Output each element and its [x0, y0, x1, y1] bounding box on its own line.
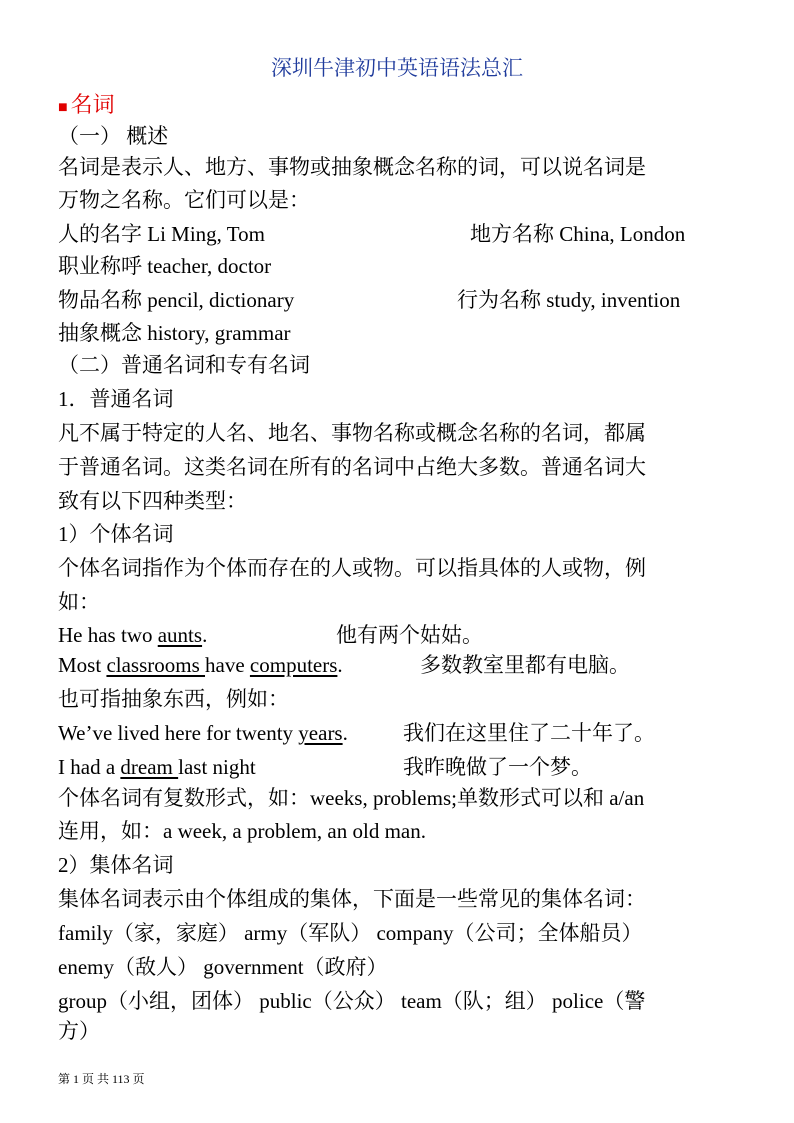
collective-list-line: 方）: [58, 1019, 100, 1043]
category-row-left: 人的名字 Li Ming, Tom: [58, 222, 265, 246]
paragraph-line: 连用，如：a week, a problem, an old man.: [58, 819, 426, 843]
document-title: 深圳牛津初中英语语法总汇: [271, 56, 523, 80]
page-number: 第 1 页 共 113 页: [58, 1072, 145, 1086]
example-translation: 我们在这里住了二十年了。: [403, 721, 655, 745]
heading-individual-nouns: 1）个体名词: [58, 522, 174, 546]
paragraph-line: 如：: [58, 590, 100, 614]
example-translation: 我昨晚做了一个梦。: [403, 755, 592, 779]
example-sentence: We’ve lived here for twenty years.: [58, 721, 348, 745]
example-sentence: Most classrooms have computers.: [58, 653, 343, 677]
subheading-overview: （一） 概述: [58, 124, 169, 148]
collective-list-line: group（小组，团体） public（公众） team（队；组） police（警: [58, 989, 646, 1013]
collective-list-line: family（家，家庭） army（军队） company（公司；全体船员）: [58, 921, 643, 945]
paragraph-line: 个体名词有复数形式，如：weeks, problems;单数形式可以和 a/an: [58, 786, 645, 810]
paragraph-line: 也可指抽象东西，例如：: [58, 687, 289, 711]
example-sentence: He has two aunts.: [58, 623, 208, 647]
section-title: 名词: [70, 92, 115, 117]
category-row-left: 物品名称 pencil, dictionary: [58, 288, 295, 312]
paragraph-line: 万物之名称。它们可以是：: [58, 188, 310, 212]
category-row: 抽象概念 history, grammar: [58, 321, 291, 345]
category-row-right: 行为名称 study, invention: [457, 288, 681, 312]
example-sentence: I had a dream last night: [58, 755, 256, 779]
heading-common-nouns: 1．普通名词: [58, 387, 174, 411]
example-translation: 多数教室里都有电脑。: [420, 653, 630, 677]
square-marker-icon: ■: [58, 99, 68, 116]
paragraph-line: 于普通名词。这类名词在所有的名词中占绝大多数。普通名词大: [58, 455, 646, 479]
paragraph-line: 致有以下四种类型：: [58, 489, 247, 513]
paragraph-line: 名词是表示人、地方、事物或抽象概念名称的词，可以说名词是: [58, 155, 646, 179]
category-row-right: 地方名称 China, London: [470, 222, 686, 246]
example-translation: 他有两个姑姑。: [336, 623, 483, 647]
paragraph-line: 个体名词指作为个体而存在的人或物。可以指具体的人或物，例: [58, 556, 646, 580]
subheading-common-proper: （二）普通名词和专有名词: [58, 353, 310, 377]
section-heading: [58, 90, 115, 123]
paragraph-line: 凡不属于特定的人名、地名、事物名称或概念名称的名词，都属: [58, 421, 646, 445]
category-row: 职业称呼 teacher, doctor: [58, 254, 272, 278]
heading-collective-nouns: 2）集体名词: [58, 853, 174, 877]
paragraph-line: 集体名词表示由个体组成的集体，下面是一些常见的集体名词：: [58, 887, 646, 911]
collective-list-line: enemy（敌人） government（政府）: [58, 955, 388, 979]
